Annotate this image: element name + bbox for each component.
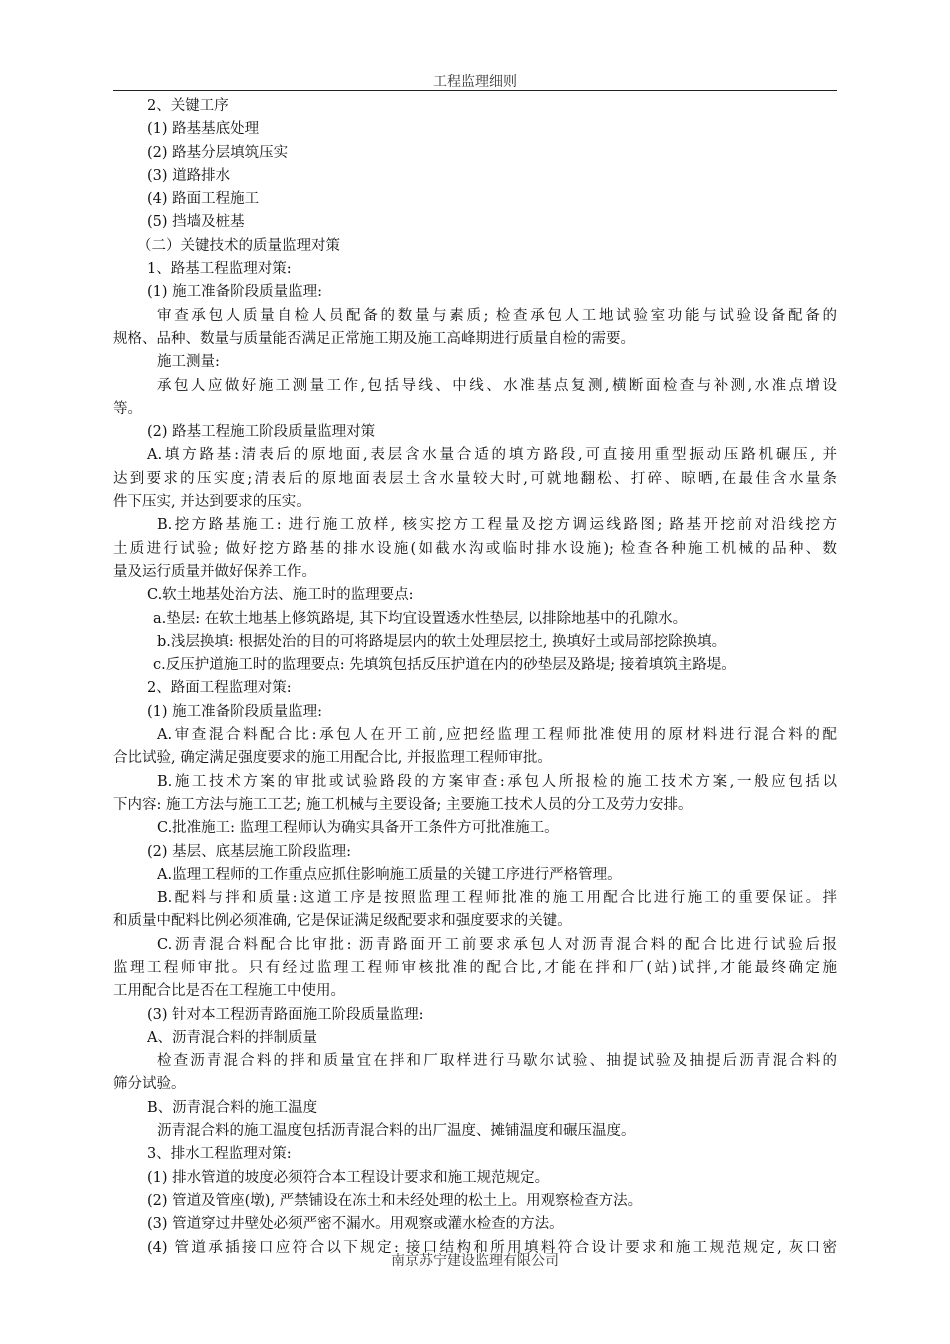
text-line: B.配料与拌和质量:这道工序是按照监理工程师批准的施工用配合比进行施工的重要保证。拌 — [157, 890, 837, 907]
text-line: 和质量中配料比例必须准确, 它是保证满足级配要求和强度要求的关键。 — [113, 913, 572, 930]
text-line: 沥青混合料的施工温度包括沥青混合料的出厂温度、摊铺温度和碾压温度。 — [157, 1123, 636, 1140]
text-line: 下内容: 施工方法与施工工艺; 施工机械与主要设备; 主要施工技术人员的分工及劳力安排。 — [113, 796, 693, 813]
text-line: (3) 针对本工程沥青路面施工阶段质量监理: — [147, 1006, 424, 1023]
text-line: B、沥青混合料的施工温度 — [147, 1099, 318, 1116]
text-line: (1) 施工准备阶段质量监理: — [147, 703, 323, 720]
text-line: 承包人应做好施工测量工作,包括导线、中线、水准基点复测,横断面检查与补测,水准点增设 — [157, 377, 837, 394]
document-body — [113, 95, 837, 1260]
text-line: 达到要求的压实度;清表后的原地面表层土含水量较大时,可就地翻松、打碎、晾晒,在最佳含水量条 — [113, 470, 837, 487]
text-line: 3、排水工程监理对策: — [147, 1146, 292, 1163]
text-line: c.反压护道施工时的监理要点: 先填筑包括反压护道在内的砂垫层及路堤; 接着填筑主路堤。 — [153, 657, 736, 674]
text-line: (2) 基层、底基层施工阶段监理: — [147, 843, 352, 860]
text-line: 1、路基工程监理对策: — [147, 261, 292, 278]
text-line: 量及运行质量并做好保养工作。 — [113, 563, 316, 580]
text-line: (2) 路基工程施工阶段质量监理对策 — [147, 424, 376, 441]
text-line: 检查沥青混合料的拌和质量宜在拌和厂取样进行马歇尔试验、抽提试验及抽提后沥青混合料的 — [157, 1053, 837, 1070]
text-line: 筛分试验。 — [113, 1076, 186, 1093]
text-line: (1) 排水管道的坡度必须符合本工程设计要求和施工规范规定。 — [147, 1169, 550, 1186]
text-line: 工用配合比是否在工程施工中使用。 — [113, 983, 345, 1000]
text-line: (1) 路基基底处理 — [147, 121, 260, 138]
text-line: (2) 路基分层填筑压实 — [147, 144, 289, 161]
text-line: (3) 道路排水 — [147, 167, 231, 184]
text-line: (1) 施工准备阶段质量监理: — [147, 284, 323, 301]
text-line: (4) 管道承插接口应符合以下规定: 接口结构和所用填料符合设计要求和施工规范规定, 灰口密 — [147, 1239, 837, 1256]
page-footer-company: 南京苏宁建设监理有限公司 — [391, 1253, 559, 1269]
text-line: 施工测量: — [157, 354, 220, 371]
text-line: 2、关键工序 — [147, 98, 229, 114]
text-line: B.挖方路基施工: 进行施工放样, 核实挖方工程量及挖方调运线路图; 路基开挖前对沿线挖方 — [157, 517, 837, 534]
page-header-title: 工程监理细则 — [433, 74, 517, 90]
text-line: 件下压实, 并达到要求的压实。 — [113, 494, 311, 511]
text-line: 2、路面工程监理对策: — [147, 680, 292, 697]
text-line: (3) 管道穿过井壁处必须严密不漏水。用观察或灌水检查的方法。 — [147, 1216, 564, 1233]
text-line: C.软土地基处治方法、施工时的监理要点: — [147, 587, 414, 604]
text-line: A.填方路基:清表后的原地面,表层含水量合适的填方路段,可直接用重型振动压路机碾压, 并 — [147, 447, 837, 464]
text-line: 监理工程师审批。只有经过监理工程师审核批准的配合比,才能在拌和厂(站)试拌,才能最终确定施 — [113, 959, 837, 976]
text-line: 审查承包人质量自检人员配备的数量与素质; 检查承包人工地试验室功能与试验设备配备的 — [157, 307, 837, 324]
text-line: 土质进行试验; 做好挖方路基的排水设施(如截水沟或临时排水设施); 检查各种施工机械的品种、数 — [113, 540, 837, 557]
text-line: (2) 管道及管座(墩), 严禁铺设在冻土和未经处理的松土上。用观察检查方法。 — [147, 1192, 643, 1209]
header-divider — [113, 90, 837, 91]
text-line: a.垫层: 在软土地基上修筑路堤, 其下均宜设置透水性垫层, 以排除地基中的孔隙水。 — [153, 610, 688, 627]
text-line: b.浅层换填: 根据处治的目的可将路堤层内的软土处理层挖土, 换填好土或局部挖除换填。 — [157, 633, 727, 650]
section-heading: （二）关键技术的质量监理对策 — [137, 237, 340, 254]
text-line: C.沥青混合料配合比审批: 沥青路面开工前要求承包人对沥青混合料的配合比进行试验后报 — [157, 936, 837, 953]
text-line: 规格、品种、数量与质量能否满足正常施工期及施工高峰期进行质量自检的需要。 — [113, 330, 635, 347]
text-line: C.批准施工: 监理工程师认为确实具备开工条件方可批准施工。 — [157, 820, 559, 837]
text-line: (5) 挡墙及桩基 — [147, 214, 245, 231]
text-line: A.审查混合料配合比:承包人在开工前,应把经监理工程师批准使用的原材料进行混合料的配 — [157, 727, 837, 744]
text-line: (4) 路面工程施工 — [147, 191, 260, 208]
text-line: A、沥青混合料的拌制质量 — [147, 1029, 317, 1046]
text-line: B.施工技术方案的审批或试验路段的方案审查:承包人所报检的施工技术方案,一般应包括以 — [157, 773, 837, 790]
text-line: 合比试验, 确定满足强度要求的施工用配合比, 并报监理工程师审批。 — [113, 750, 552, 767]
text-line: 等。 — [113, 400, 142, 417]
text-line: A.监理工程师的工作重点应抓住影响施工质量的关键工序进行严格管理。 — [157, 866, 622, 883]
